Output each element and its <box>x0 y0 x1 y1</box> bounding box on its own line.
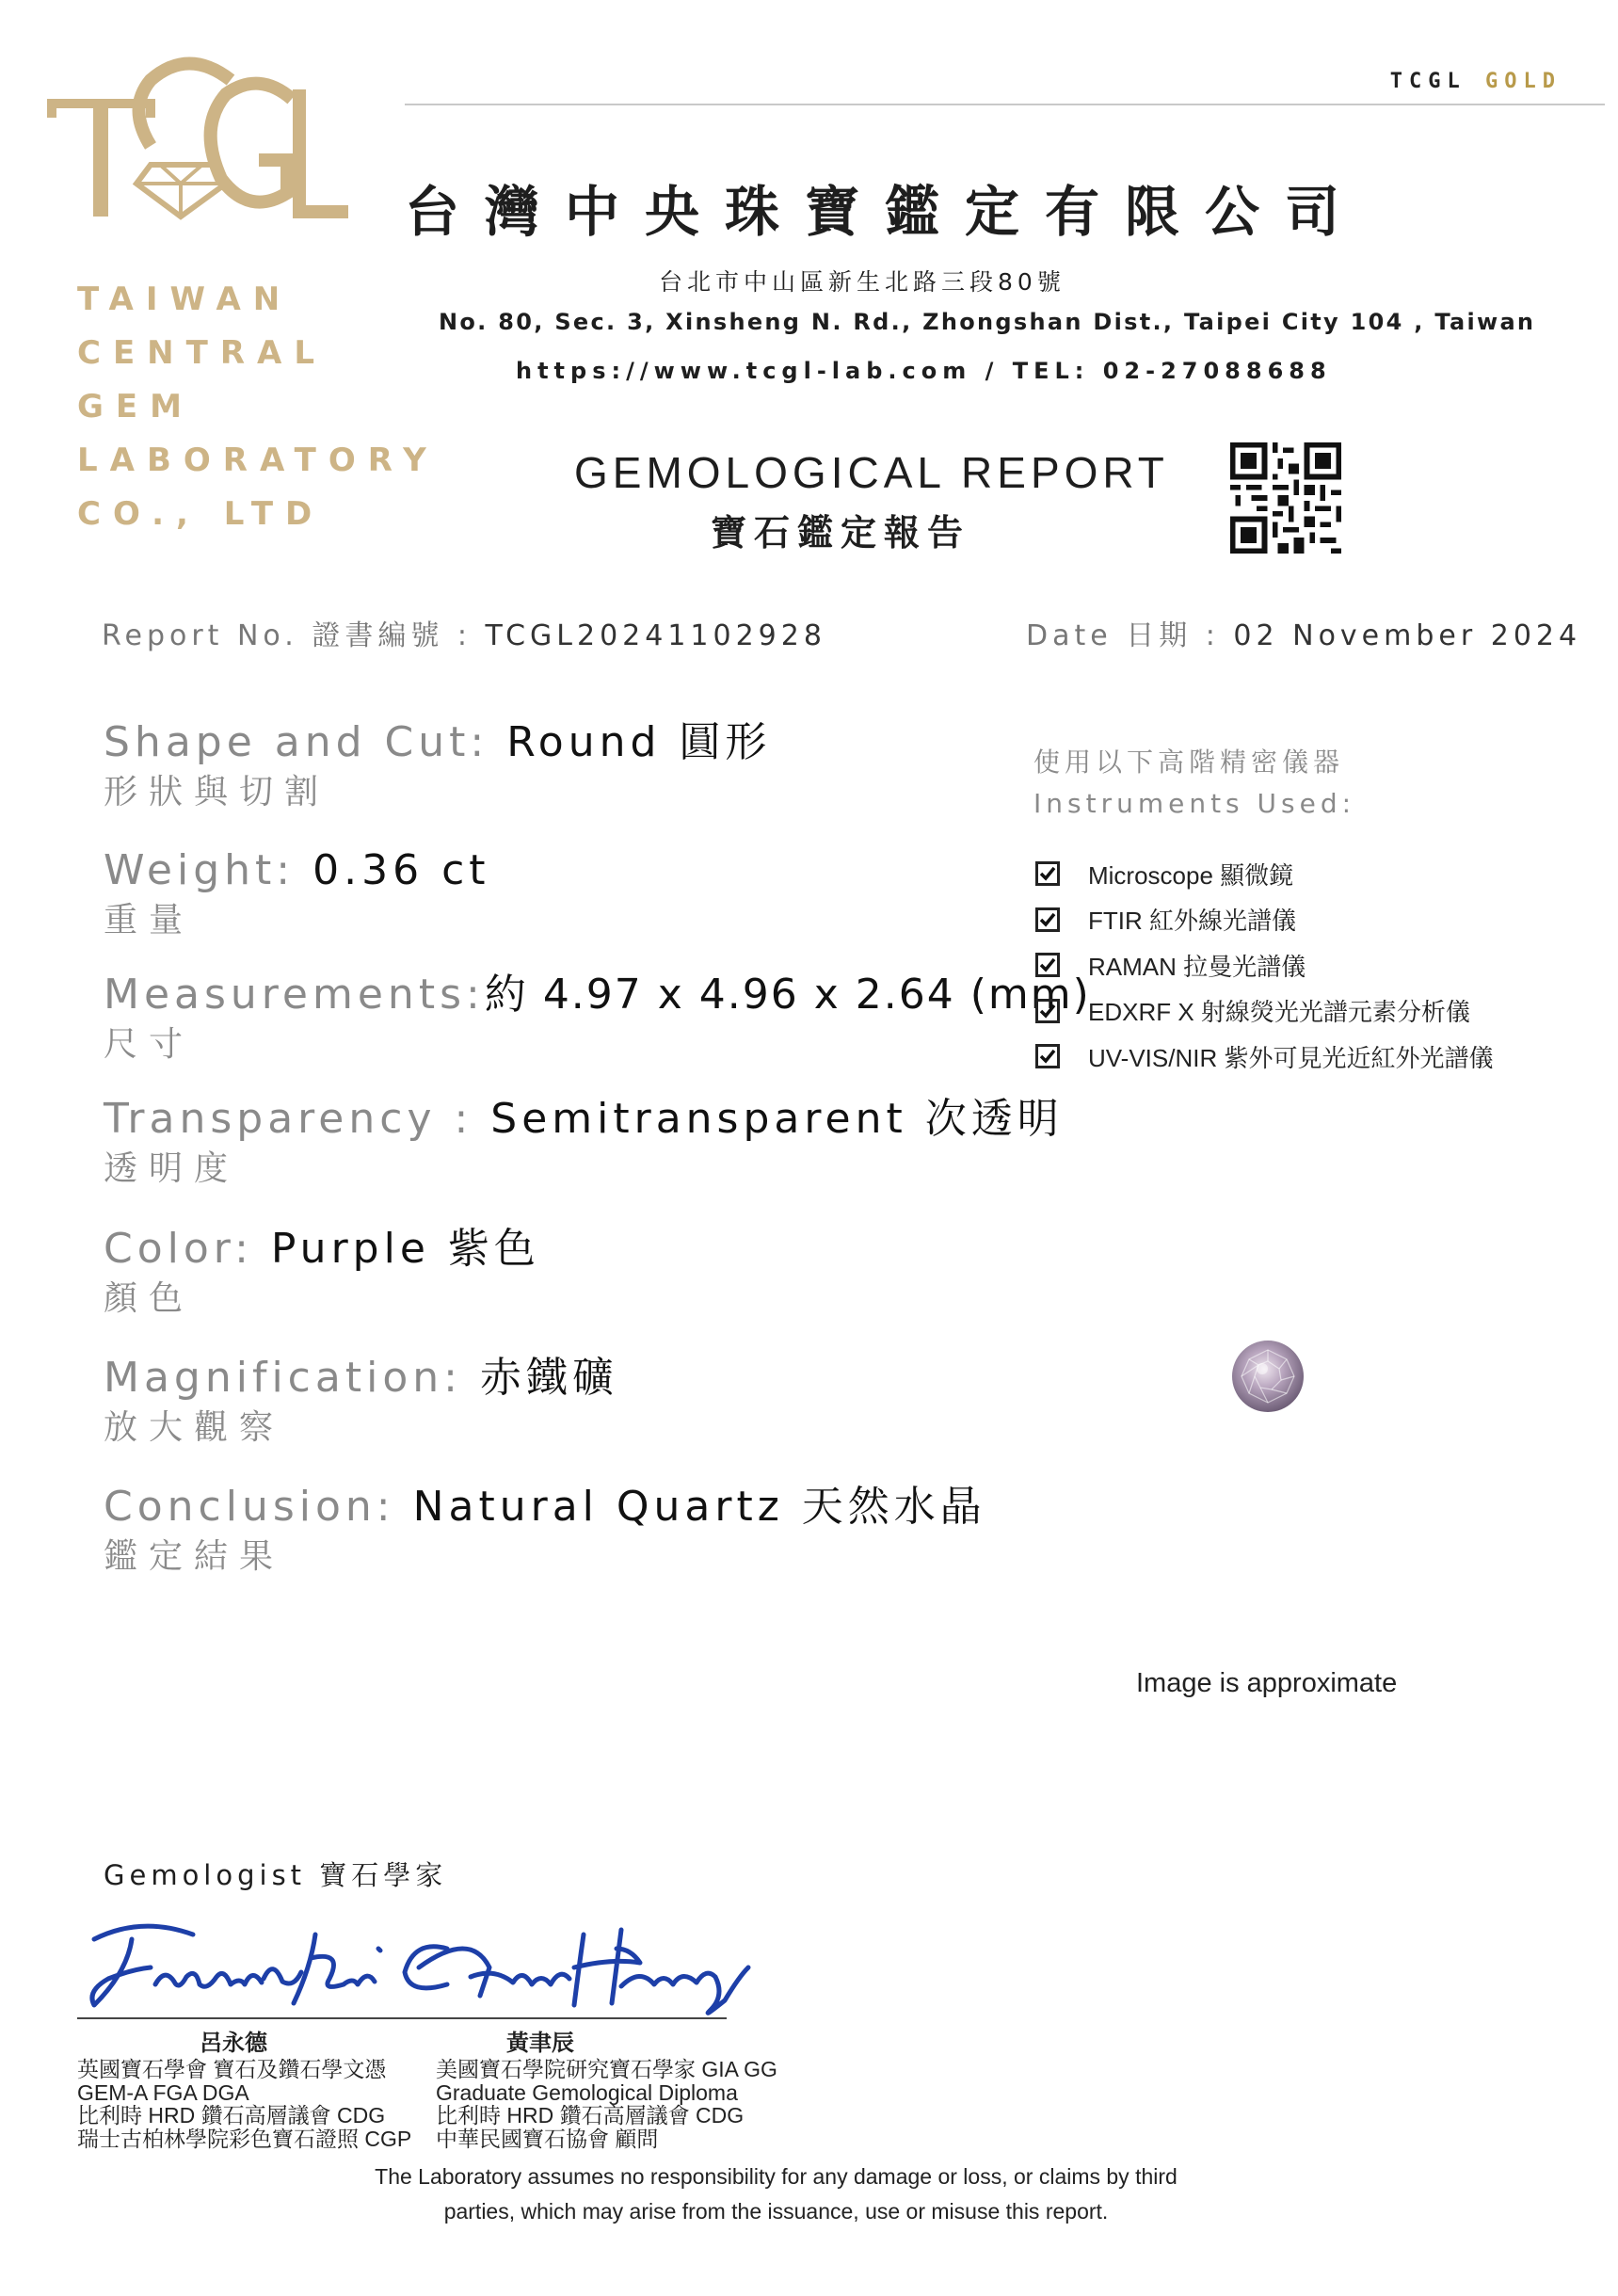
instrument-label: Microscope 顯微鏡 <box>1088 860 1294 890</box>
signer-name-2: 黃聿辰 <box>506 2030 574 2056</box>
field-label: Measurements: <box>104 971 485 1019</box>
report-date <box>1026 612 1581 653</box>
report-date-value: 02 November 2024 <box>1233 619 1582 652</box>
instruments-heading-en: Instruments Used: <box>1033 788 1356 819</box>
address-zh: 台北市中山區新生北路三段80號 <box>659 268 1065 296</box>
instruments-heading-zh: 使用以下高階精密儀器 <box>1033 747 1345 778</box>
instrument-item <box>1035 851 1493 897</box>
disclaimer <box>0 2160 1618 2229</box>
signer-name-1: 呂永德 <box>200 2030 267 2056</box>
brand-prefix: TCGL <box>1389 70 1466 93</box>
field-label-zh: 尺寸 <box>104 1025 195 1064</box>
field-value: Round 圓形 <box>506 718 772 766</box>
field-label: Shape and Cut: <box>104 718 507 766</box>
field-label-zh: 重量 <box>104 901 195 939</box>
field-conclusion <box>104 1482 986 1582</box>
disclaimer-line: parties, which may arise from the issuance, use or misuse this report. <box>443 2199 1109 2224</box>
checkbox-checked-icon[interactable] <box>1035 1044 1060 1068</box>
lab-name-line: CENTRAL <box>77 334 327 372</box>
field-value: 0.36 ct <box>312 846 490 894</box>
report-title-zh: 寶石鑑定報告 <box>711 512 971 554</box>
field-label-zh: 形狀與切割 <box>104 773 330 811</box>
field-value: 約 4.97 x 4.96 x 2.64 (mm) <box>484 971 1091 1019</box>
lab-name-block <box>77 273 439 541</box>
instrument-label: RAMAN 拉曼光譜儀 <box>1088 952 1306 981</box>
field-label: Color: <box>104 1225 271 1273</box>
handwritten-signatures <box>75 1902 753 2024</box>
field-label: Weight: <box>104 846 313 894</box>
field-transparency <box>104 1094 1064 1194</box>
lab-name-line: CO., LTD <box>77 495 325 533</box>
credential-line: 瑞士古柏林學院彩色寶石證照 CGP <box>77 2126 412 2151</box>
lab-name-line: TAIWAN <box>77 281 293 318</box>
header-divider <box>405 104 1605 105</box>
field-label-zh: 透明度 <box>104 1149 240 1188</box>
instrument-label: UV-VIS/NIR 紫外可見光近紅外光譜儀 <box>1088 1043 1494 1072</box>
field-value: Semitransparent 次透明 <box>490 1095 1064 1143</box>
company-name-zh: 台灣中央珠寶鑑定有限公司 <box>405 180 1366 244</box>
instrument-item <box>1035 897 1493 943</box>
checkbox-checked-icon[interactable] <box>1035 861 1060 886</box>
field-label: Conclusion: <box>104 1483 413 1531</box>
brand-tag <box>1390 70 1562 93</box>
field-shape-cut <box>104 717 771 817</box>
report-date-label: Date 日期 : <box>1026 619 1234 652</box>
instrument-label: FTIR 紅外線光譜儀 <box>1088 907 1296 936</box>
instruments-list <box>1035 851 1493 1080</box>
checkbox-checked-icon[interactable] <box>1035 999 1060 1023</box>
address-en: No. 80, Sec. 3, Xinsheng N. Rd., Zhongshan Dist., Taipei City 104 , Taiwan <box>439 309 1536 335</box>
checkbox-checked-icon[interactable] <box>1035 953 1060 977</box>
field-weight <box>104 845 490 945</box>
signature-line <box>77 2017 727 2019</box>
report-number-value: TCGL20241102928 <box>485 619 826 652</box>
signer-credentials-1 <box>77 2058 411 2150</box>
image-approximate-note: Image is approximate <box>1136 1668 1398 1698</box>
credential-line: 英國寶石學會 寶石及鑽石學文憑 <box>77 2057 387 2081</box>
credential-line: 比利時 HRD 鑽石高層議會 CDG <box>436 2103 745 2127</box>
report-number <box>102 612 826 653</box>
credential-line: 中華民國寶石協會 顧問 <box>436 2126 659 2151</box>
field-value: Purple 紫色 <box>270 1225 540 1273</box>
credential-line: 美國寶石學院研究寶石學家 GIA GG <box>436 2057 777 2081</box>
field-label: Transparency : <box>104 1095 491 1143</box>
instrument-item <box>1035 942 1493 988</box>
disclaimer-line: The Laboratory assumes no responsibility for any damage or loss, or claims by third <box>375 2164 1177 2189</box>
gemologist-heading: Gemologist 寶石學家 <box>104 1859 448 1891</box>
field-measurements <box>104 970 1091 1069</box>
tcgl-logo <box>47 52 358 249</box>
credential-line: Graduate Gemological Diploma <box>436 2079 738 2105</box>
report-title: GEMOLOGICAL REPORT <box>574 448 1169 497</box>
qr-code-icon[interactable] <box>1230 442 1341 554</box>
instrument-label: EDXRF X 射線熒光光譜元素分析儀 <box>1088 998 1470 1027</box>
field-value: Natural Quartz 天然水晶 <box>412 1483 986 1531</box>
gemstone-photo <box>1228 1337 1307 1416</box>
lab-name-line: GEM <box>77 388 194 425</box>
instrument-item <box>1035 988 1493 1035</box>
field-color <box>104 1224 540 1324</box>
field-magnification <box>104 1353 618 1453</box>
brand-suffix: GOLD <box>1485 70 1562 93</box>
website-phone: https://www.tcgl-lab.com / TEL: 02-27088688 <box>516 358 1332 384</box>
report-number-label: Report No. 證書編號 : <box>102 619 486 652</box>
signer-credentials-2 <box>436 2058 777 2150</box>
field-label-zh: 放大觀察 <box>104 1408 285 1447</box>
credential-line: GEM-A FGA DGA <box>77 2079 249 2105</box>
field-label-zh: 鑑定結果 <box>104 1537 285 1576</box>
credential-line: 比利時 HRD 鑽石高層議會 CDG <box>77 2103 386 2127</box>
field-label-zh: 顏色 <box>104 1279 195 1318</box>
checkbox-checked-icon[interactable] <box>1035 907 1060 932</box>
field-value: 赤鐵礦 <box>479 1354 618 1402</box>
instrument-item <box>1035 1034 1493 1080</box>
instruments-heading <box>1033 742 1355 825</box>
lab-name-line: LABORATORY <box>77 442 439 479</box>
field-label: Magnification: <box>104 1354 480 1402</box>
